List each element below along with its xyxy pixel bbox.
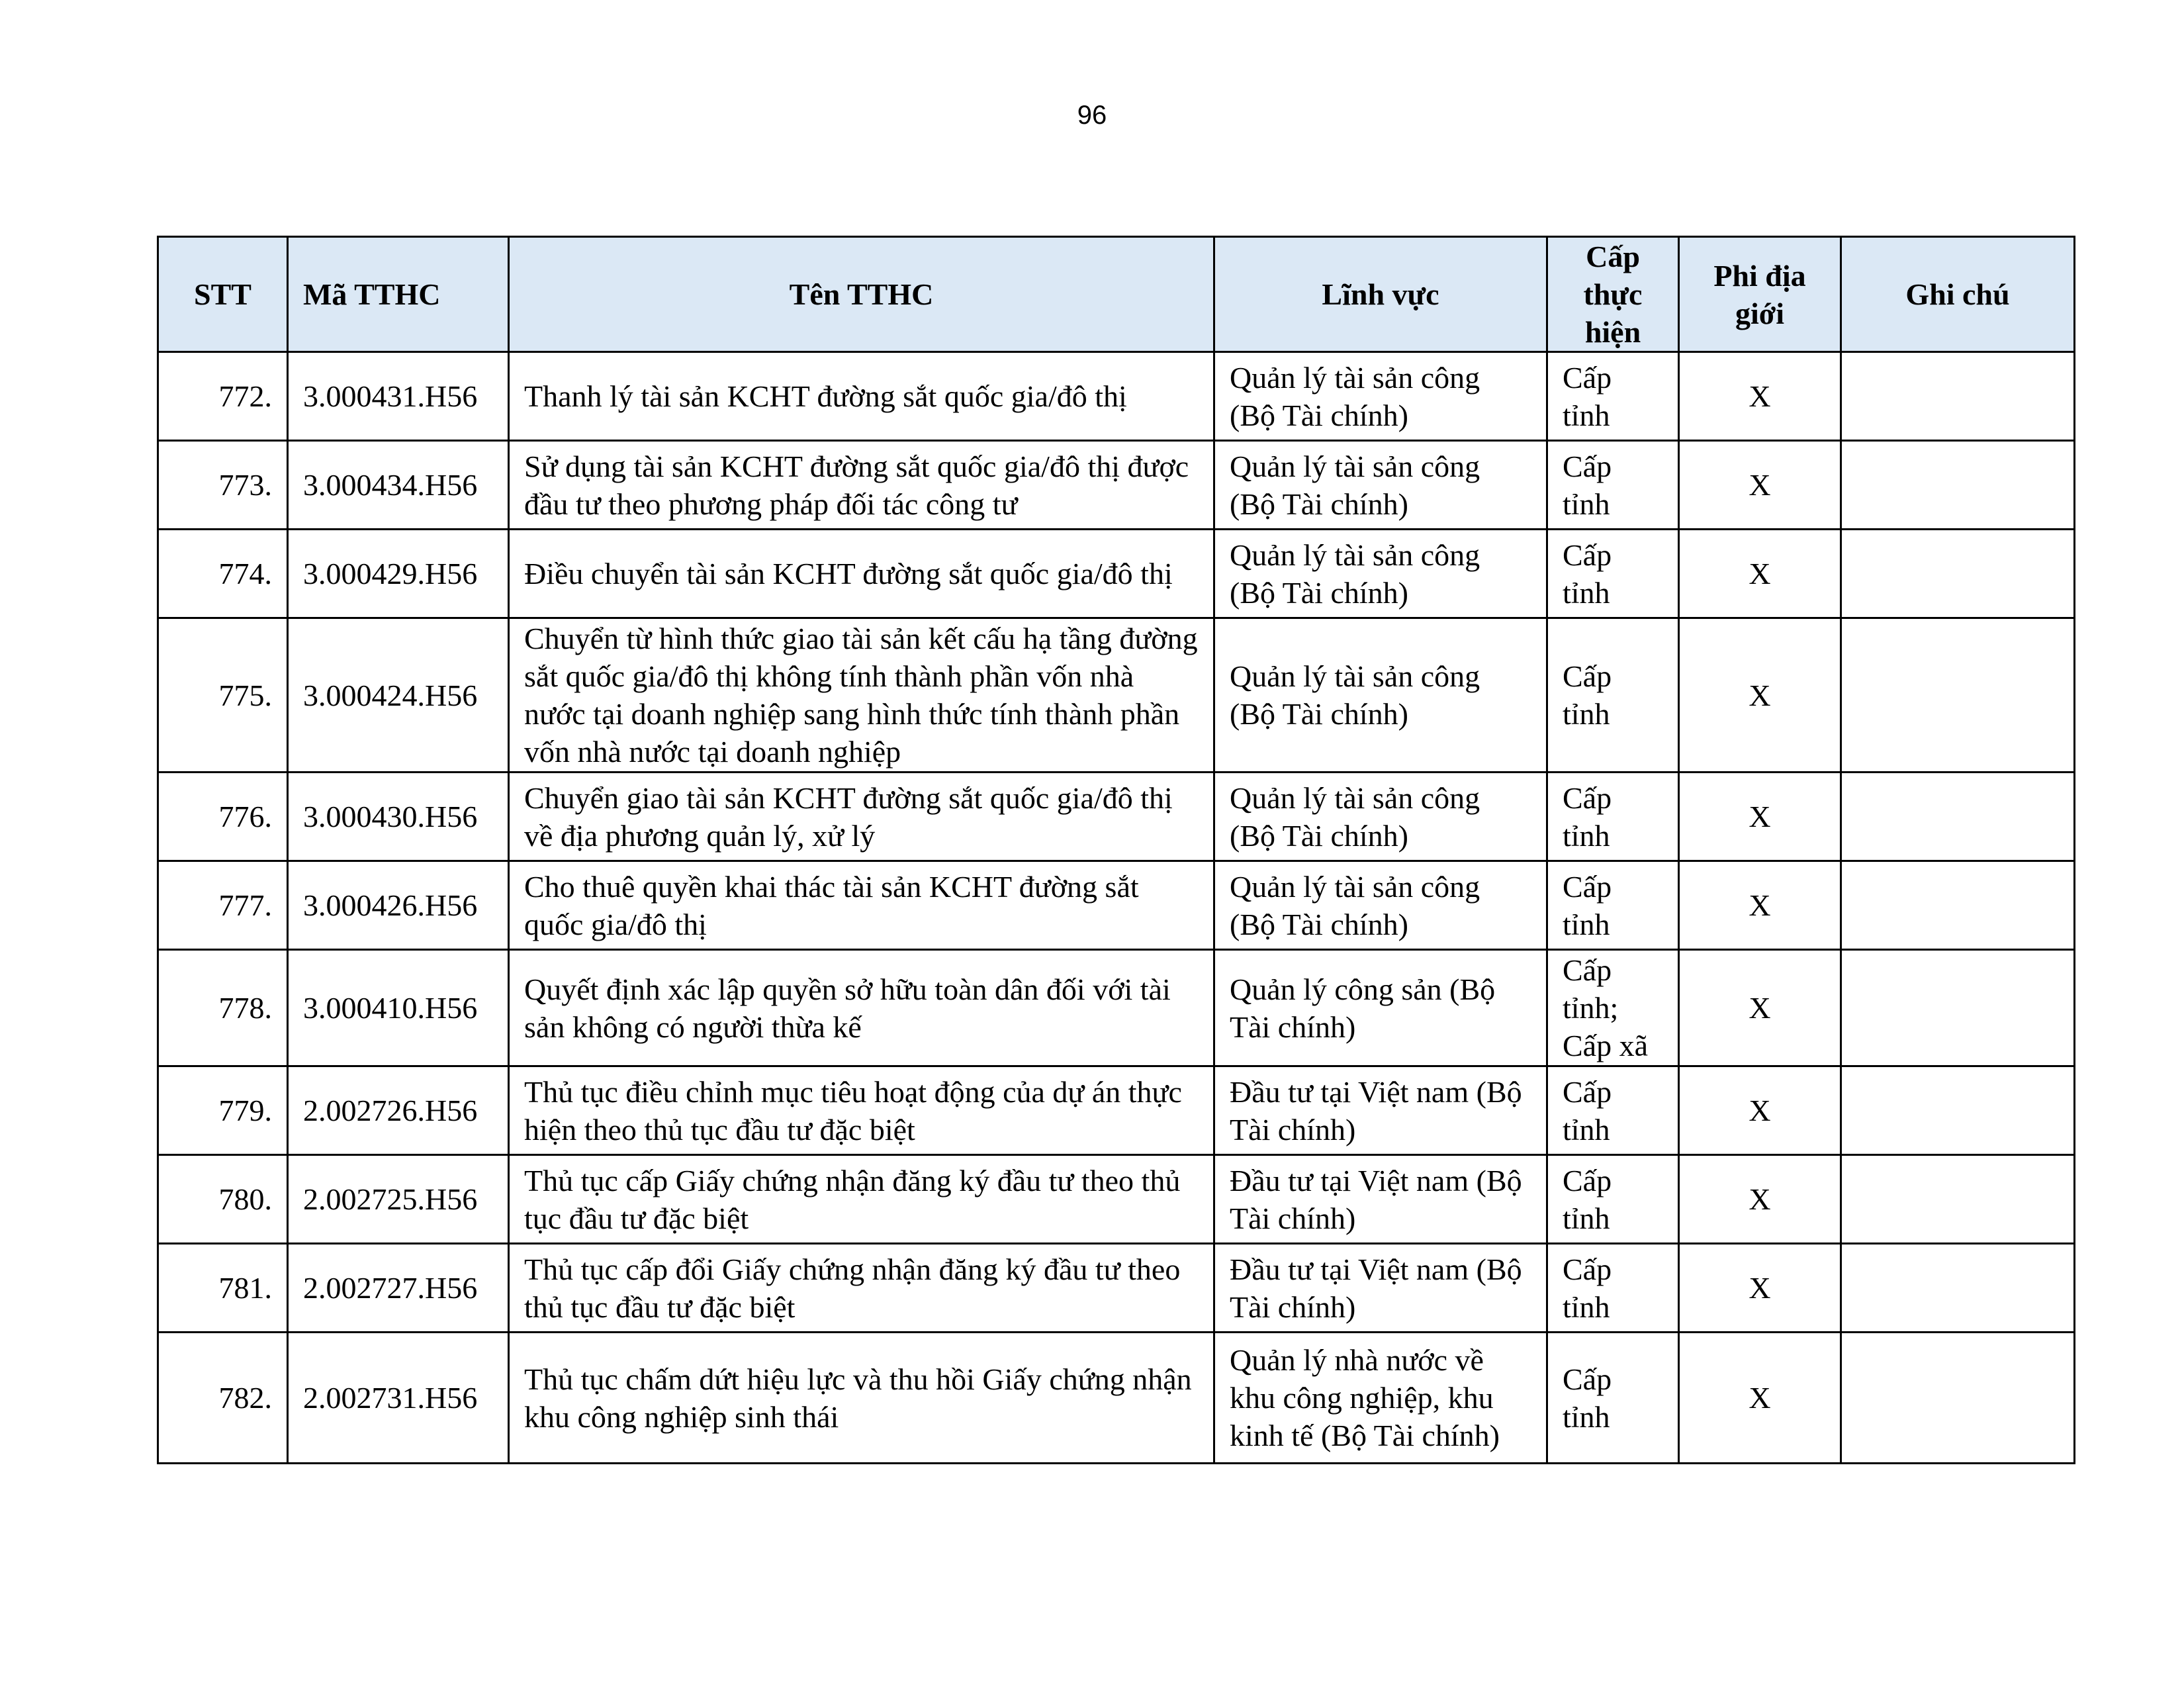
cell-cap-thuc-hien: Cấp tỉnh	[1547, 352, 1679, 441]
cell-phi-dia-gioi: X	[1679, 441, 1841, 530]
cell-phi-dia-gioi: X	[1679, 618, 1841, 773]
cell-cap-thuc-hien: Cấp tỉnh	[1547, 441, 1679, 530]
cell-ma-tthc: 2.002727.H56	[288, 1244, 509, 1333]
cell-linh-vuc: Quản lý tài sản công (Bộ Tài chính)	[1214, 618, 1547, 773]
cell-cap-thuc-hien: Cấp tỉnh	[1547, 861, 1679, 950]
cell-stt: 781.	[158, 1244, 288, 1333]
cell-ma-tthc: 3.000429.H56	[288, 530, 509, 618]
cell-stt: 780.	[158, 1155, 288, 1244]
cell-ghi-chu	[1841, 950, 2075, 1066]
cell-phi-dia-gioi: X	[1679, 1066, 1841, 1155]
cell-ma-tthc: 2.002726.H56	[288, 1066, 509, 1155]
cell-linh-vuc: Đầu tư tại Việt nam (Bộ Tài chính)	[1214, 1244, 1547, 1333]
cell-ma-tthc: 3.000434.H56	[288, 441, 509, 530]
table-row	[158, 773, 2075, 861]
cell-cap-thuc-hien: Cấp tỉnh	[1547, 1244, 1679, 1333]
cell-ten-tthc: Thanh lý tài sản KCHT đường sắt quốc gia/đô thị	[509, 352, 1214, 441]
cell-ghi-chu	[1841, 861, 2075, 950]
cell-stt: 777.	[158, 861, 288, 950]
cell-ten-tthc: Chuyển giao tài sản KCHT đường sắt quốc gia/đô thị về địa phương quản lý, xử lý	[509, 773, 1214, 861]
cell-ten-tthc: Thủ tục chấm dứt hiệu lực và thu hồi Giấy chứng nhận khu công nghiệp sinh thái	[509, 1333, 1214, 1464]
cell-linh-vuc: Quản lý tài sản công (Bộ Tài chính)	[1214, 530, 1547, 618]
cell-ma-tthc: 2.002731.H56	[288, 1333, 509, 1464]
cell-ghi-chu	[1841, 352, 2075, 441]
cell-ten-tthc: Cho thuê quyền khai thác tài sản KCHT đường sắt quốc gia/đô thị	[509, 861, 1214, 950]
header-phi-dia-gioi: Phi địa giới	[1679, 237, 1841, 352]
cell-linh-vuc: Quản lý công sản (Bộ Tài chính)	[1214, 950, 1547, 1066]
table-row	[158, 861, 2075, 950]
cell-ghi-chu	[1841, 530, 2075, 618]
cell-linh-vuc: Đầu tư tại Việt nam (Bộ Tài chính)	[1214, 1155, 1547, 1244]
cell-cap-thuc-hien: Cấp tỉnh	[1547, 773, 1679, 861]
table-row	[158, 618, 2075, 773]
cell-cap-thuc-hien: Cấp tỉnh	[1547, 1333, 1679, 1464]
cell-ten-tthc: Chuyển từ hình thức giao tài sản kết cấu hạ tầng đường sắt quốc gia/đô thị không tính thành phần vốn nhà nước tại doanh nghiệp sang hình thức tính thành phần vốn nhà nước tại doanh nghiệp	[509, 618, 1214, 773]
cell-ma-tthc: 3.000431.H56	[288, 352, 509, 441]
cell-phi-dia-gioi: X	[1679, 530, 1841, 618]
page-number: 96	[1077, 101, 1107, 130]
cell-phi-dia-gioi: X	[1679, 1155, 1841, 1244]
cell-ten-tthc: Điều chuyển tài sản KCHT đường sắt quốc gia/đô thị	[509, 530, 1214, 618]
table-row	[158, 352, 2075, 441]
cell-ma-tthc: 3.000424.H56	[288, 618, 509, 773]
cell-stt: 772.	[158, 352, 288, 441]
cell-cap-thuc-hien: Cấp tỉnh	[1547, 618, 1679, 773]
cell-cap-thuc-hien: Cấp tỉnh	[1547, 1066, 1679, 1155]
cell-phi-dia-gioi: X	[1679, 352, 1841, 441]
cell-phi-dia-gioi: X	[1679, 1244, 1841, 1333]
cell-phi-dia-gioi: X	[1679, 773, 1841, 861]
table-row	[158, 1333, 2075, 1464]
cell-stt: 782.	[158, 1333, 288, 1464]
cell-stt: 773.	[158, 441, 288, 530]
cell-cap-thuc-hien: Cấp tỉnh; Cấp xã	[1547, 950, 1679, 1066]
header-ten-tthc: Tên TTHC	[509, 237, 1214, 352]
cell-ghi-chu	[1841, 1066, 2075, 1155]
cell-phi-dia-gioi: X	[1679, 950, 1841, 1066]
cell-cap-thuc-hien: Cấp tỉnh	[1547, 530, 1679, 618]
header-linh-vuc: Lĩnh vực	[1214, 237, 1547, 352]
table-row	[158, 441, 2075, 530]
cell-ma-tthc: 2.002725.H56	[288, 1155, 509, 1244]
cell-linh-vuc: Quản lý nhà nước về khu công nghiệp, khu kinh tế (Bộ Tài chính)	[1214, 1333, 1547, 1464]
cell-stt: 778.	[158, 950, 288, 1066]
cell-stt: 779.	[158, 1066, 288, 1155]
cell-ghi-chu	[1841, 1155, 2075, 1244]
cell-ghi-chu	[1841, 1333, 2075, 1464]
cell-ten-tthc: Thủ tục điều chỉnh mục tiêu hoạt động của dự án thực hiện theo thủ tục đầu tư đặc biệt	[509, 1066, 1214, 1155]
table-header-row	[158, 237, 2075, 352]
cell-stt: 776.	[158, 773, 288, 861]
cell-ten-tthc: Quyết định xác lập quyền sở hữu toàn dân đối với tài sản không có người thừa kế	[509, 950, 1214, 1066]
cell-ghi-chu	[1841, 1244, 2075, 1333]
cell-phi-dia-gioi: X	[1679, 861, 1841, 950]
cell-ten-tthc: Thủ tục cấp Giấy chứng nhận đăng ký đầu tư theo thủ tục đầu tư đặc biệt	[509, 1155, 1214, 1244]
header-stt: STT	[158, 237, 288, 352]
cell-ghi-chu	[1841, 773, 2075, 861]
table-row	[158, 1244, 2075, 1333]
cell-linh-vuc: Đầu tư tại Việt nam (Bộ Tài chính)	[1214, 1066, 1547, 1155]
table-row	[158, 1155, 2075, 1244]
cell-ma-tthc: 3.000426.H56	[288, 861, 509, 950]
header-cap-thuc-hien: Cấp thực hiện	[1547, 237, 1679, 352]
cell-ma-tthc: 3.000430.H56	[288, 773, 509, 861]
table-row	[158, 950, 2075, 1066]
cell-linh-vuc: Quản lý tài sản công (Bộ Tài chính)	[1214, 352, 1547, 441]
cell-linh-vuc: Quản lý tài sản công (Bộ Tài chính)	[1214, 441, 1547, 530]
cell-ghi-chu	[1841, 618, 2075, 773]
table-row	[158, 530, 2075, 618]
cell-stt: 774.	[158, 530, 288, 618]
cell-linh-vuc: Quản lý tài sản công (Bộ Tài chính)	[1214, 861, 1547, 950]
cell-ten-tthc: Sử dụng tài sản KCHT đường sắt quốc gia/đô thị được đầu tư theo phương pháp đối tác công tư	[509, 441, 1214, 530]
cell-linh-vuc: Quản lý tài sản công (Bộ Tài chính)	[1214, 773, 1547, 861]
table-row	[158, 1066, 2075, 1155]
header-ma-tthc: Mã TTHC	[288, 237, 509, 352]
tthc-table	[157, 236, 2075, 1464]
cell-ghi-chu	[1841, 441, 2075, 530]
cell-phi-dia-gioi: X	[1679, 1333, 1841, 1464]
header-ghi-chu: Ghi chú	[1841, 237, 2075, 352]
cell-ten-tthc: Thủ tục cấp đổi Giấy chứng nhận đăng ký đầu tư theo thủ tục đầu tư đặc biệt	[509, 1244, 1214, 1333]
cell-stt: 775.	[158, 618, 288, 773]
cell-ma-tthc: 3.000410.H56	[288, 950, 509, 1066]
cell-cap-thuc-hien: Cấp tỉnh	[1547, 1155, 1679, 1244]
